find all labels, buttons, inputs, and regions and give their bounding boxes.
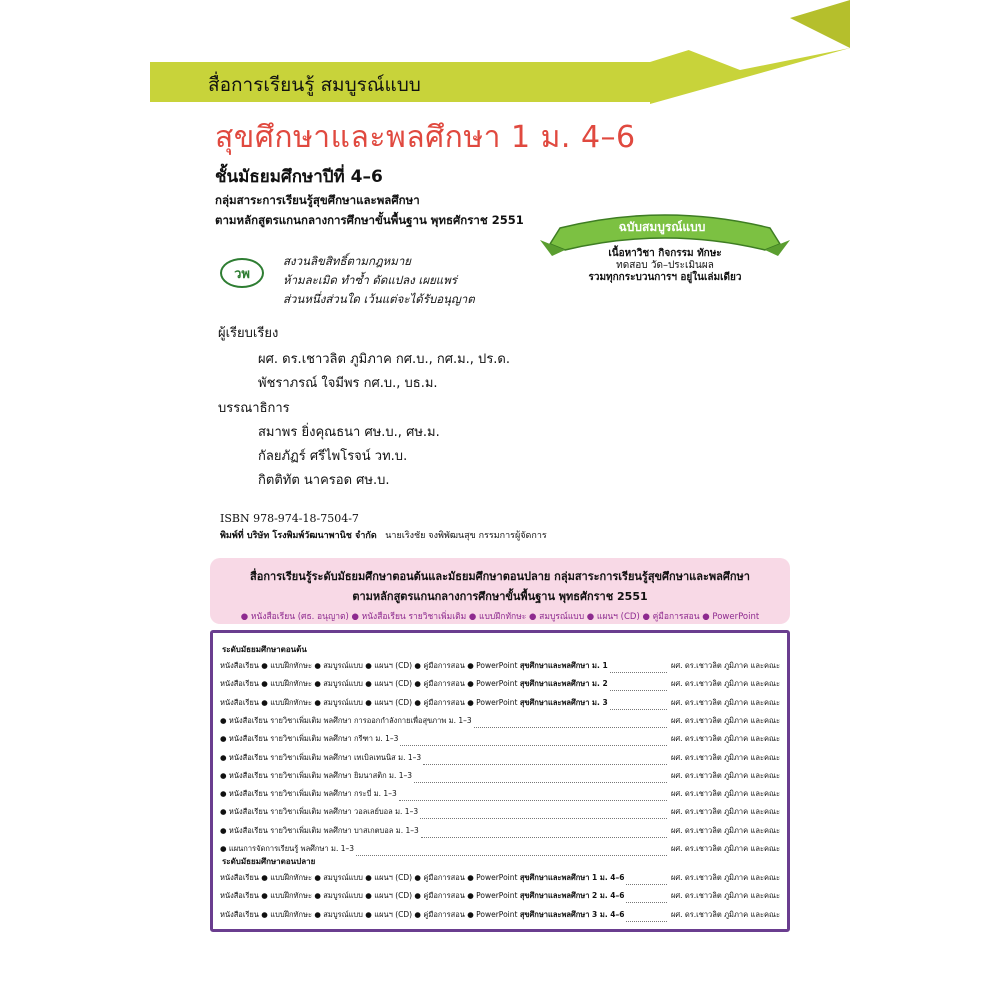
book-list-items: ● แผนการจัดการเรียนรู้ พลศึกษา ม. 1–3 [220,844,355,853]
book-list-author: ผศ. ดร.เชาวลิต ภูมิภาค และคณะ [670,752,780,762]
book-list-row [220,890,780,904]
copyright-line-1: สงวนลิขสิทธิ์ตามกฎหมาย [283,254,412,268]
book-list-row [220,660,780,674]
book-list-row [220,715,780,729]
book-list-items: ● หนังสือเรียน รายวิชาเพิ่มเติม พลศึกษา วอลเลย์บอล ม. 1–3 [220,807,419,817]
book-list-title [220,660,608,672]
badge-title: ฉบับสมบูรณ์แบบ [618,220,706,234]
publisher-logo: วพ [220,258,264,288]
lower-secondary-heading: ระดับมัธยมศึกษาตอนต้น [222,645,307,654]
book-list-author: ผศ. ดร.เชาวลิต ภูมิภาค และคณะ [670,873,780,882]
book-list-row [220,752,780,766]
book-list-author: ผศ. ดร.เชาวลิต ภูมิภาค และคณะ [670,825,780,835]
series-box-items: ● หนังสือเรียน (ศธ. อนุญาต) ● หนังสือเรียน รายวิชาเพิ่มเติม ● แบบฝึกทักษะ ● สมบูรณ์แบบ ● แผนฯ (CD) ● คู่มือการสอน ● PowerPoint [240,612,760,622]
leader-dots [423,752,667,765]
book-list-bold-title: สุขศึกษาและพลศึกษา ม. 3 [519,697,608,707]
leader-dots [474,715,667,728]
book-list-author: ผศ. ดร.เชาวลิต ภูมิภาค และคณะ [670,807,780,817]
curriculum-line: ตามหลักสูตรแกนกลางการศึกษาขั้นพื้นฐาน พุทธศักราช 2551 [215,213,524,227]
book-list-author: ผศ. ดร.เชาวลิต ภูมิภาค และคณะ [670,734,780,744]
book-list-author: ผศ. ดร.เชาวลิต ภูมิภาค และคณะ [670,789,780,799]
book-list-row [220,825,780,839]
book-list-bold-title: สุขศึกษาและพลศึกษา 1 ม. 4–6 [519,873,625,882]
book-title: สุขศึกษาและพลศึกษา 1 ม. 4–6 [215,120,636,155]
book-list-title [220,788,397,800]
book-list-author: ผศ. ดร.เชาวลิต ภูมิภาค และคณะ [670,661,780,670]
leader-dots [610,697,667,710]
copyright-line-2: ห้ามละเมิด ทำซ้ำ ดัดแปลง เผยแพร่ [283,273,457,287]
book-list-row [220,788,780,802]
book-list-items: ● หนังสือเรียน รายวิชาเพิ่มเติม พลศึกษา ยิมนาสติก ม. 1–3 [220,770,413,780]
book-list-author: ผศ. ดร.เชาวลิต ภูมิภาค และคณะ [670,770,780,780]
isbn: ISBN 978-974-18-7504-7 [220,512,359,525]
grade-subtitle: ชั้นมัธยมศึกษาปีที่ 4–6 [215,167,383,187]
book-list-title [220,843,354,855]
book-list-title [220,872,624,884]
book-list-row [220,733,780,747]
book-list-author: ผศ. ดร.เชาวลิต ภูมิภาค และคณะ [670,697,780,707]
book-list-title [220,909,624,921]
book-list-author: ผศ. ดร.เชาวลิต ภูมิภาค และคณะ [670,844,780,853]
book-list-bold-title: สุขศึกษาและพลศึกษา ม. 2 [519,679,608,689]
book-list-row [220,770,780,784]
book-list-author: ผศ. ดร.เชาวลิต ภูมิภาค และคณะ [670,679,780,689]
leader-dots [420,806,667,819]
book-list-author: ผศ. ดร.เชาวลิต ภูมิภาค และคณะ [670,715,780,725]
authors-label: ผู้เรียบเรียง [218,326,279,341]
leader-dots [414,770,667,783]
book-list-author: ผศ. ดร.เชาวลิต ภูมิภาค และคณะ [670,909,780,919]
editor-name: สมาพร ยิ่งคุณธนา ศษ.บ., ศษ.ม. [258,425,440,440]
series-box-line-2: ตามหลักสูตรแกนกลางการศึกษาขั้นพื้นฐาน พุทธศักราช 2551 [352,590,648,603]
book-list-title [220,752,421,764]
book-list-title [220,890,624,902]
book-list-title [220,678,608,690]
book-list-title [220,715,472,727]
book-list-bold-title: สุขศึกษาและพลศึกษา 3 ม. 4–6 [519,909,625,919]
series-label: สื่อการเรียนรู้ สมบูรณ์แบบ [208,74,421,96]
book-list-items: หนังสือเรียน ● แบบฝึกทักษะ ● สมบูรณ์แบบ ● แผนฯ (CD) ● คู่มือการสอน ● PowerPoint [220,661,520,670]
editor-name: กิตติทัต นาครอด ศษ.บ. [258,473,390,488]
leader-dots [610,678,667,691]
author-name: พัชราภรณ์ ใจมีพร กศ.บ., บธ.ม. [258,376,438,391]
book-list-title [220,770,412,782]
book-list-title [220,825,419,837]
book-list-author: ผศ. ดร.เชาวลิต ภูมิภาค และคณะ [670,891,780,901]
printer-company: พิมพ์ที่ บริษัท โรงพิมพ์วัฒนาพานิช จำกัด [220,531,377,541]
badge-line-3: รวมทุกกระบวนการฯ อยู่ในเล่มเดียว [588,272,742,283]
leader-dots [610,660,667,673]
book-list-bold-title: สุขศึกษาและพลศึกษา ม. 1 [519,661,608,670]
book-list-items: หนังสือเรียน ● แบบฝึกทักษะ ● สมบูรณ์แบบ ● แผนฯ (CD) ● คู่มือการสอน ● PowerPoint [220,909,520,919]
leader-dots [626,909,667,922]
book-list-row [220,678,780,692]
author-name: ผศ. ดร.เชาวลิต ภูมิภาค กศ.บ., กศ.ม., ปร.ด. [258,352,511,367]
book-list-items: หนังสือเรียน ● แบบฝึกทักษะ ● สมบูรณ์แบบ ● แผนฯ (CD) ● คู่มือการสอน ● PowerPoint [220,891,520,901]
leader-dots [356,843,667,856]
book-list-title [220,733,398,745]
leader-dots [626,872,667,885]
copyright-line-3: ส่วนหนึ่งส่วนใด เว้นแต่จะได้รับอนุญาต [283,292,475,306]
editors-label: บรรณาธิการ [218,401,290,416]
leader-dots [400,733,667,746]
leader-dots [421,825,667,838]
leader-dots [399,788,667,801]
book-list-row [220,697,780,711]
book-list-row [220,909,780,923]
book-list-bold-title: สุขศึกษาและพลศึกษา 2 ม. 4–6 [519,891,625,901]
book-list-title [220,697,608,709]
book-list-items: ● หนังสือเรียน รายวิชาเพิ่มเติม พลศึกษา เทเบิลเทนนิส ม. 1–3 [220,752,422,762]
book-list-title [220,806,418,818]
book-list-row [220,806,780,820]
book-list-items: หนังสือเรียน ● แบบฝึกทักษะ ● สมบูรณ์แบบ ● แผนฯ (CD) ● คู่มือการสอน ● PowerPoint [220,697,520,707]
upper-secondary-heading: ระดับมัธยมศึกษาตอนปลาย [222,857,316,866]
leader-dots [626,890,667,903]
badge-line-2: ทดสอบ วัด–ประเมินผล [616,260,714,271]
subject-group: กลุ่มสาระการเรียนรู้สุขศึกษาและพลศึกษา [215,193,420,207]
book-list-row [220,872,780,886]
book-list-items: ● หนังสือเรียน รายวิชาเพิ่มเติม พลศึกษา บาสเกตบอล ม. 1–3 [220,825,419,835]
editor-name: กัลยภัฏร์ ศรีไพโรจน์ วท.บ. [258,449,408,464]
book-list-items: หนังสือเรียน ● แบบฝึกทักษะ ● สมบูรณ์แบบ ● แผนฯ (CD) ● คู่มือการสอน ● PowerPoint [220,679,520,689]
book-list-items: ● หนังสือเรียน รายวิชาเพิ่มเติม พลศึกษา กรีฑา ม. 1–3 [220,734,399,744]
printer-manager: นายเริงชัย จงพิพัฒนสุข กรรมการผู้จัดการ [385,531,547,541]
book-list-items: ● หนังสือเรียน รายวิชาเพิ่มเติม พลศึกษา การออกกำลังกายเพื่อสุขภาพ ม. 1–3 [220,715,472,725]
series-box-line-1: สื่อการเรียนรู้ระดับมัธยมศึกษาตอนต้นและมัธยมศึกษาตอนปลาย กลุ่มสาระการเรียนรู้สุขศึกษาและพลศึกษา [250,570,750,583]
book-list-items: หนังสือเรียน ● แบบฝึกทักษะ ● สมบูรณ์แบบ ● แผนฯ (CD) ● คู่มือการสอน ● PowerPoint [220,873,520,882]
printer-info [220,528,547,542]
book-list-items: ● หนังสือเรียน รายวิชาเพิ่มเติม พลศึกษา กระบี่ ม. 1–3 [220,789,397,799]
badge-line-1: เนื้อหาวิชา กิจกรรม ทักษะ [608,248,722,259]
